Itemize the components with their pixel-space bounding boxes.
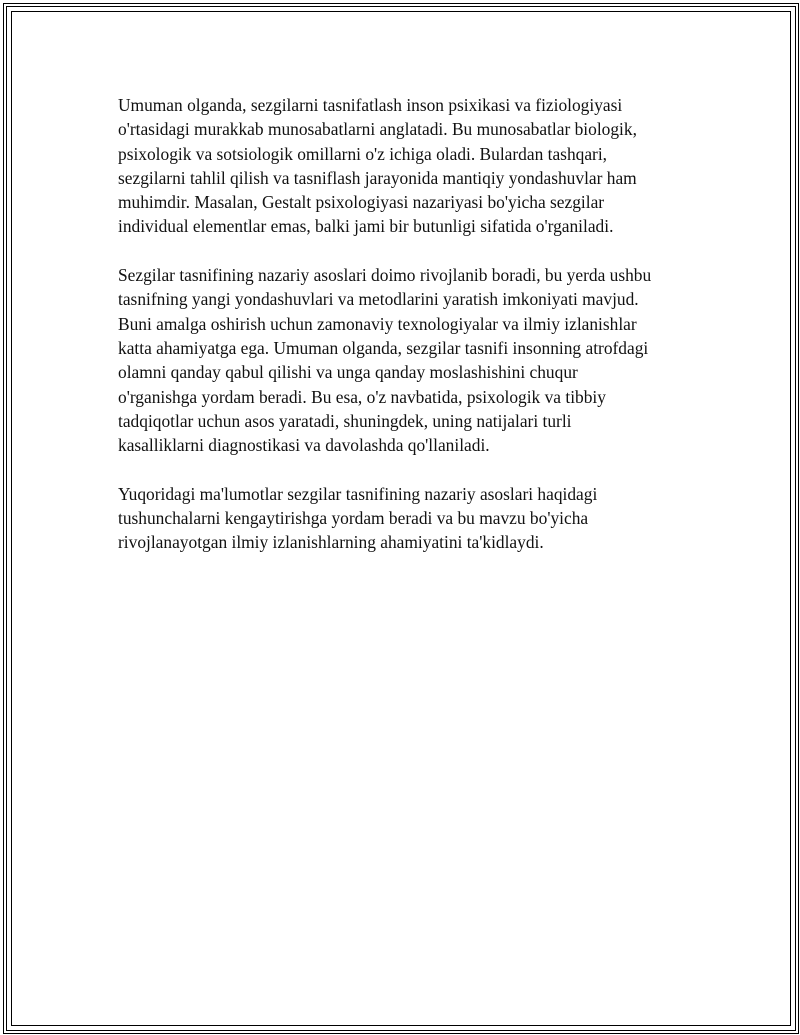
text-line: kasalliklarni diagnostikasi va davolashda qo'llaniladi.: [118, 435, 490, 456]
paragraph-1: [118, 93, 698, 239]
text-line: individual elementlar emas, balki jami bir butunligi sifatida o'rganiladi.: [118, 216, 614, 237]
text-line: sezgilarni tahlil qilish va tasniflash jarayonida mantiqiy yondashuvlar ham: [118, 167, 637, 188]
paragraph-3: [118, 482, 698, 555]
document-body: [118, 93, 698, 579]
text-line: tushunchalarni kengaytirishga yordam beradi va bu mavzu bo'yicha: [118, 508, 589, 529]
text-line: muhimdir. Masalan, Gestalt psixologiyasi nazariyasi bo'yicha sezgilar: [118, 192, 605, 213]
text-line: o'rtasidagi murakkab munosabatlarni anglatadi. Bu munosabatlar biologik,: [118, 119, 637, 140]
text-line: rivojlanayotgan ilmiy izlanishlarning ahamiyatini ta'kidlaydi.: [118, 532, 544, 553]
text-line: Sezgilar tasnifining nazariy asoslari doimo rivojlanib boradi, bu yerda ushbu: [118, 265, 652, 286]
text-line: psixologik va sotsiologik omillarni o'z ichiga oladi. Bulardan tashqari,: [118, 143, 608, 164]
text-line: Buni amalga oshirish uchun zamonaviy texnologiyalar va ilmiy izlanishlar: [118, 313, 637, 334]
text-line: Umuman olganda, sezgilarni tasnifatlash inson psixikasi va fiziologiyasi: [118, 95, 623, 115]
text-line: o'rganishga yordam beradi. Bu esa, o'z navbatida, psixologik va tibbiy: [118, 386, 606, 407]
text-line: tasnifning yangi yondashuvlari va metodlarini yaratish imkoniyati mavjud.: [118, 289, 639, 310]
text-line: tadqiqotlar uchun asos yaratadi, shuningdek, uning natijalari turli: [118, 410, 572, 431]
text-line: olamni qanday qabul qilishi va unga qanday moslashishini chuqur: [118, 362, 578, 383]
paragraph-2: [118, 263, 698, 457]
text-line: katta ahamiyatga ega. Umuman olganda, sezgilar tasnifi insonning atrofdagi: [118, 337, 649, 358]
text-line: Yuqoridagi ma'lumotlar sezgilar tasnifining nazariy asoslari haqidagi: [118, 483, 598, 504]
